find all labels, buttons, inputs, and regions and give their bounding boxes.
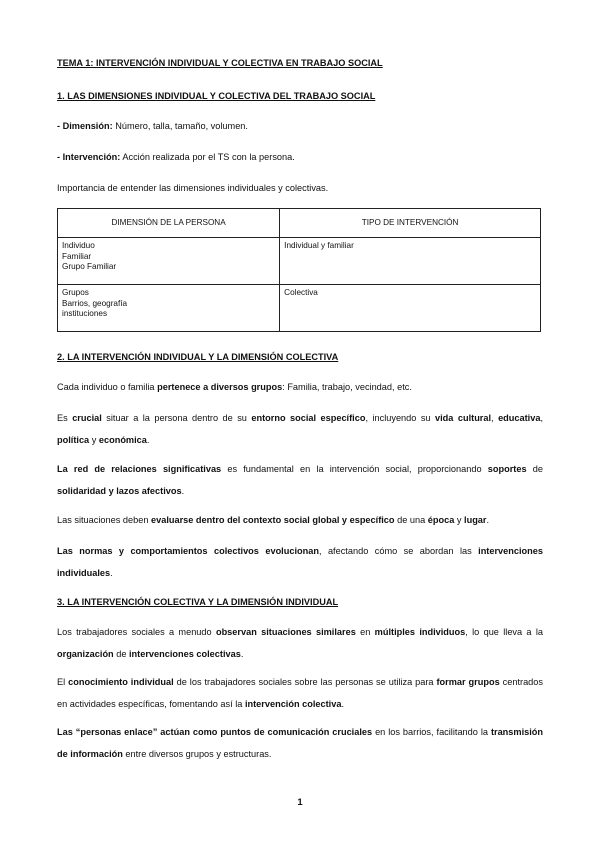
table-row [58,238,541,285]
table-cell-dimension [58,285,280,332]
text-run-bold: política [57,435,90,445]
section-2-heading: 2. LA INTERVENCIÓN INDIVIDUAL Y LA DIMENSIÓN COLECTIVA [57,352,339,362]
text-run-bold: conocimiento individual [68,677,174,687]
section-2-paragraph-4 [57,509,543,531]
text-run: de una [394,515,428,525]
text-run: en [355,627,375,637]
cell-line: instituciones [62,309,108,318]
section-2-paragraph-5 [57,540,543,584]
text-run: Las situaciones deben [57,515,151,525]
text-run-bold: vida cultural [435,413,492,423]
cell-line: Individuo [62,241,95,250]
text-run-bold: intervención colectiva [244,699,342,709]
cell-line: Barrios, geografía [62,298,128,308]
text-run-bold: intervenciones [478,546,543,556]
definition-intervencion-label: - Intervención: [57,152,121,162]
table-cell-tipo: Colectiva [280,285,541,332]
section-1-heading: 1. LAS DIMENSIONES INDIVIDUAL Y COLECTIVA DEL TRABAJO SOCIAL [57,91,376,101]
text-run-bold: entorno social específico [251,413,366,423]
text-run: : Familia, trabajo, vecindad, etc. [282,382,412,392]
definition-intervencion [57,151,543,163]
table-header-tipo: TIPO DE INTERVENCIÓN [280,209,541,238]
text-run-bold: lugar [464,515,487,525]
text-run: Cada individuo o familia [57,382,158,392]
text-run: , afectando cómo se abordan las [318,546,479,556]
text-run-bold: observan situaciones similares [215,627,356,637]
text-run: entre diversos grupos y estructuras. [122,749,272,759]
text-run: El [57,677,69,687]
text-run-bold: transmisión de información [57,727,544,759]
text-run: y [454,515,465,525]
text-run: . [110,568,113,578]
text-run-bold: Las normas y comportamientos colectivos evolucionan [57,546,319,556]
dimension-table [57,208,541,332]
table-header-dimension: DIMENSIÓN DE LA PERSONA [58,209,280,238]
text-run: situar a la persona dentro de su [101,413,252,423]
definition-intervencion-text: Acción realizada por el TS con la persona. [120,152,295,162]
section-3-paragraph-3 [57,721,543,765]
text-run: . [146,435,150,445]
text-run: Los trabajadores sociales a menudo [57,627,216,637]
cell-line: Familiar [62,251,92,261]
text-run-bold: económica [98,435,147,445]
table-row [58,285,541,332]
text-run: . [181,486,185,496]
cell-line: Grupos [62,288,89,297]
text-run-bold: educativa [498,413,541,423]
definition-dimension [57,120,543,132]
text-run: Es [57,413,73,423]
text-run-bold: intervenciones colectivas [129,649,241,659]
text-run: , [491,413,499,423]
text-run-bold: La red de relaciones significativas [57,464,222,474]
text-run-bold: época [427,515,455,525]
text-run-bold: múltiples individuos [374,627,466,637]
text-run-bold: soportes [487,464,527,474]
text-run: en los barrios, facilitando la [372,727,491,737]
text-run-bold: individuales [57,568,111,578]
definition-dimension-label: - Dimensión: [57,121,113,131]
text-run: , lo que lleva a la [465,627,544,637]
text-run: centrados en actividades específicas, fomentando así la [57,677,543,709]
table-cell-tipo: Individual y familiar [280,238,541,285]
table-header-row [58,209,541,238]
text-run-bold: organización [57,649,114,659]
section-2-paragraph-3 [57,458,543,502]
text-run: . [341,699,345,709]
cell-line: Grupo Familiar [62,262,117,271]
text-run-bold: crucial [72,413,102,423]
text-run: . [240,649,244,659]
text-run: de [113,649,129,659]
section-2-paragraph-1 [57,376,543,398]
text-run: , [540,413,544,423]
text-run: es fundamental en la intervención social, proporcionando [221,464,488,474]
section-2-paragraph-2 [57,407,543,451]
section-3-paragraph-2 [57,671,543,715]
section-3-heading: 3. LA INTERVENCIÓN COLECTIVA Y LA DIMENSIÓN INDIVIDUAL [57,597,339,607]
page-number: 1 [297,797,303,808]
text-run: . [486,515,490,525]
document-title: TEMA 1: INTERVENCIÓN INDIVIDUAL Y COLECTIVA EN TRABAJO SOCIAL [57,58,383,68]
text-run-bold: Las “personas enlace” actúan como puntos de comunicación cruciales [57,727,373,737]
importance-text: Importancia de entender las dimensiones individuales y colectivas. [57,183,329,193]
table-cell-dimension [58,238,280,285]
text-run-bold: solidaridad y lazos afectivos [57,486,182,496]
text-run: de los trabajadores sociales sobre las personas se utiliza para [173,677,437,687]
definition-dimension-text: Número, talla, tamaño, volumen. [112,121,248,131]
text-run: , incluyendo su [365,413,436,423]
text-run: y [89,435,99,445]
text-run-bold: pertenece a diversos grupos [157,382,283,392]
text-run-bold: formar grupos [436,677,500,687]
text-run: de [526,464,543,474]
section-3-paragraph-1 [57,621,543,665]
text-run-bold: evaluarse dentro del contexto social global y específico [150,515,395,525]
